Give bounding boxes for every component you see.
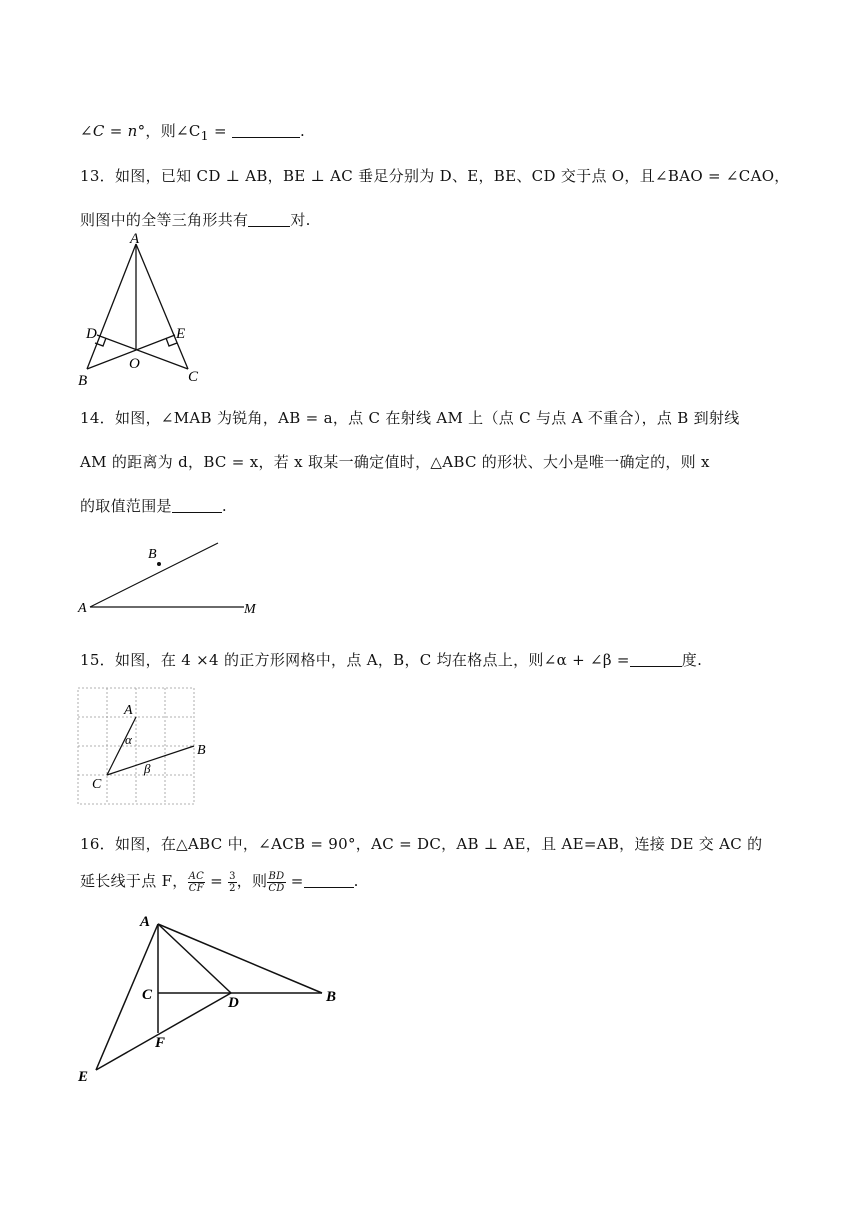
q14-line3 [80, 495, 227, 516]
q16-line-ab [158, 924, 322, 993]
q16-label-c: C [142, 987, 153, 1003]
q15-figure [70, 682, 220, 808]
q16-frac3-num: BD [268, 870, 285, 882]
q16-label-b: B [326, 989, 337, 1005]
q13-line2-pre: 则图中的全等三角形共有 [80, 211, 249, 229]
q13-answer-blank[interactable] [248, 212, 290, 227]
q16-mid: ，则 [236, 872, 268, 890]
q13-figure [70, 228, 210, 388]
q14-figure [70, 540, 270, 620]
q15-answer-blank[interactable] [630, 652, 682, 667]
q13-label-c: C [188, 369, 199, 385]
q14-label-a: A [78, 601, 87, 616]
q15-line1-post: 度. [681, 651, 703, 669]
q12-answer-blank[interactable] [232, 123, 300, 138]
q16-fraction-3-2 [228, 871, 237, 894]
q16-line-ad [158, 924, 231, 993]
q13-label-b: B [78, 373, 88, 388]
q16-line2-post: . [353, 872, 359, 890]
q13-line2 [80, 209, 311, 230]
q15-label-alpha: α [125, 732, 132, 747]
q16-line2 [80, 870, 359, 894]
q15-line1-pre: 15．如图，在 4 ×4 的正方形网格中，点 A，B，C 均在格点上，则∠α + ∠β = [80, 651, 630, 669]
q16-fraction-bd-cd [267, 871, 285, 894]
q13-line-ac [136, 244, 188, 369]
q14-point-b [157, 562, 161, 566]
q16-eq2: = [285, 872, 304, 890]
q16-label-f: F [155, 1035, 166, 1051]
q16-fraction-ac-cf [188, 871, 205, 894]
q16-line2-pre: 延长线于点 F， [80, 872, 188, 890]
q13-line-dc [97, 335, 188, 369]
q16-frac1-den: CF [188, 882, 204, 894]
q12-angle-c: ∠C = n° [80, 122, 146, 140]
q14-label-m: M [244, 602, 256, 617]
q16-answer-blank[interactable] [304, 873, 354, 888]
q16-frac1-num: AC [188, 870, 205, 882]
q12-eq: = [208, 122, 232, 140]
q14-line1: 14．如图，∠MAB 为锐角，AB = a，点 C 在射线 AM 上（点 C 与点 A 不重合），点 B 到射线 [80, 409, 740, 427]
q13-line1: 13．如图，已知 CD ⊥ AB，BE ⊥ AC 垂足分别为 D、E，BE、CD 交于点 O，且∠BAO = ∠CAO， [80, 167, 790, 185]
q14-line3-pre: 的取值范围是 [80, 497, 172, 515]
q15-label-b: B [197, 743, 206, 758]
q14-answer-blank[interactable] [172, 498, 222, 513]
q13-line2-post: 对. [290, 211, 311, 229]
q12-end: . [299, 122, 306, 140]
q13-label-a: A [130, 231, 140, 247]
q13-label-e: E [176, 326, 186, 342]
q16-label-a: A [140, 914, 151, 930]
q14-line3-post: . [221, 497, 227, 515]
q13-label-o: O [129, 356, 140, 372]
q16-frac2-num: 3 [229, 870, 236, 882]
q12-tail-line [80, 120, 305, 143]
q16-frac2-den: 2 [229, 882, 236, 894]
q15-label-c: C [92, 777, 102, 792]
q12-mid: ，则∠C [145, 122, 201, 140]
q16-label-e: E [78, 1069, 89, 1085]
q16-frac3-den: CD [268, 882, 285, 894]
q15-label-a: A [124, 703, 133, 718]
q16-line1: 16．如图，在△ABC 中，∠ACB = 90°，AC = DC，AB ⊥ AE，且 AE=AB，连接 DE 交 AC 的 [80, 835, 763, 853]
q15-line1 [80, 649, 702, 670]
q13-line-ab [87, 244, 136, 369]
q16-eq1: = [205, 872, 229, 890]
q14-line2: AM 的距离为 d，BC = x，若 x 取某一确定值时，△ABC 的形状、大小是唯一确定的，则 x [80, 453, 710, 471]
q16-figure [70, 908, 350, 1088]
q15-line-cb [107, 746, 194, 775]
q12-sub: 1 [200, 128, 209, 143]
q14-label-b: B [148, 547, 157, 562]
q16-label-d: D [228, 995, 239, 1011]
q13-label-d: D [86, 326, 97, 342]
q16-line-ed [96, 993, 231, 1070]
q15-label-beta: β [144, 761, 151, 776]
